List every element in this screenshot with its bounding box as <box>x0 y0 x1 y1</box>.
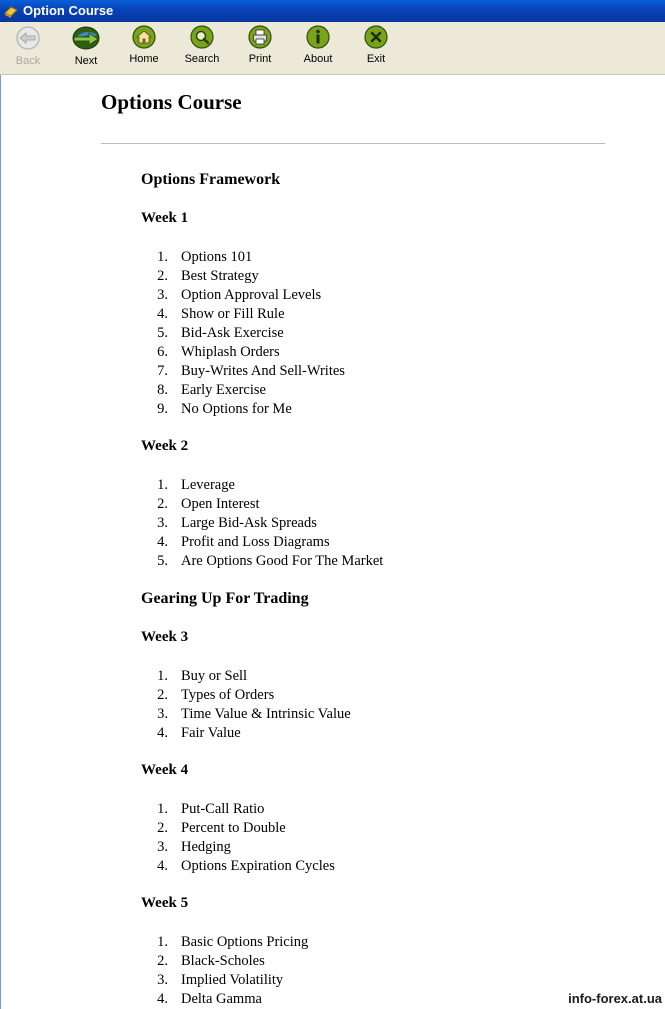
home-button[interactable] <box>119 25 169 65</box>
lesson-link[interactable]: Buy-Writes And Sell-Writes <box>181 363 345 379</box>
list-number: 3. <box>157 839 168 855</box>
section-heading: Options Framework <box>141 171 281 188</box>
week-heading: Week 3 <box>141 629 189 645</box>
lesson-link[interactable]: Fair Value <box>181 725 241 741</box>
print-button[interactable] <box>235 25 285 65</box>
list-number: 3. <box>157 706 168 722</box>
print-icon <box>248 25 272 49</box>
lesson-link[interactable]: Best Strategy <box>181 268 259 284</box>
section-heading: Gearing Up For Trading <box>141 590 309 607</box>
list-number: 4. <box>157 725 168 741</box>
list-number: 1. <box>157 934 168 950</box>
list-number: 6. <box>157 344 168 360</box>
back-label: Back <box>15 55 41 67</box>
week-heading: Week 1 <box>141 210 189 226</box>
app-icon <box>3 3 19 19</box>
list-number: 1. <box>157 668 168 684</box>
lesson-link[interactable]: Option Approval Levels <box>181 287 322 303</box>
lesson-link[interactable]: Time Value & Intrinsic Value <box>181 706 351 722</box>
toolbar <box>0 22 665 75</box>
list-number: 1. <box>157 801 168 817</box>
week-heading: Week 4 <box>141 762 189 778</box>
lesson-link[interactable]: Open Interest <box>181 496 260 512</box>
back-button[interactable] <box>3 25 53 67</box>
lesson-link[interactable]: Show or Fill Rule <box>181 306 285 322</box>
lesson-link[interactable]: Implied Volatility <box>181 972 284 988</box>
list-number: 4. <box>157 858 168 874</box>
lesson-link[interactable]: No Options for Me <box>181 401 292 417</box>
lesson-link[interactable]: Types of Orders <box>181 687 275 703</box>
list-number: 4. <box>157 306 168 322</box>
list-number: 2. <box>157 496 168 512</box>
list-number: 2. <box>157 268 168 284</box>
search-label: Search <box>184 53 220 65</box>
lesson-link[interactable]: Early Exercise <box>181 382 266 398</box>
lesson-link[interactable]: Put-Call Ratio <box>181 801 265 817</box>
list-number: 4. <box>157 991 168 1007</box>
list-number: 7. <box>157 363 168 379</box>
lesson-link[interactable]: Whiplash Orders <box>181 344 280 360</box>
search-icon <box>190 25 214 49</box>
exit-icon <box>364 25 388 49</box>
lesson-link[interactable]: Profit and Loss Diagrams <box>181 534 330 550</box>
list-number: 4. <box>157 534 168 550</box>
week-heading: Week 5 <box>141 895 189 911</box>
list-number: 3. <box>157 972 168 988</box>
list-number: 5. <box>157 325 168 341</box>
home-label: Home <box>129 53 159 65</box>
next-label: Next <box>74 55 98 67</box>
next-button[interactable] <box>61 25 111 67</box>
list-number: 1. <box>157 249 168 265</box>
lesson-link[interactable]: Options 101 <box>181 249 253 265</box>
home-icon <box>132 25 156 49</box>
lesson-link[interactable]: Percent to Double <box>181 820 286 836</box>
list-number: 2. <box>157 687 168 703</box>
list-number: 3. <box>157 287 168 303</box>
title-bar <box>0 0 665 22</box>
lesson-link[interactable]: Leverage <box>181 477 235 493</box>
lesson-link[interactable]: Black-Scholes <box>181 953 265 969</box>
list-number: 5. <box>157 553 168 569</box>
about-button[interactable] <box>293 25 343 65</box>
lesson-link[interactable]: Hedging <box>181 839 231 855</box>
lesson-link[interactable]: Basic Options Pricing <box>181 934 309 950</box>
back-icon <box>15 25 41 51</box>
list-number: 1. <box>157 477 168 493</box>
list-number: 3. <box>157 515 168 531</box>
lesson-link[interactable]: Large Bid-Ask Spreads <box>181 515 317 531</box>
list-number: 9. <box>157 401 168 417</box>
lesson-link[interactable]: Delta Gamma <box>181 991 262 1007</box>
lesson-link[interactable]: Options Expiration Cycles <box>181 858 335 874</box>
lesson-link[interactable]: Are Options Good For The Market <box>181 553 384 569</box>
info-icon <box>306 25 330 49</box>
week-heading: Week 2 <box>141 438 189 454</box>
exit-button[interactable] <box>351 25 401 65</box>
list-number: 2. <box>157 953 168 969</box>
window-title: Option Course <box>23 3 114 18</box>
about-label: About <box>303 53 333 65</box>
watermark: info-forex.at.ua <box>568 991 662 1006</box>
lesson-link[interactable]: Buy or Sell <box>181 668 248 684</box>
lesson-link[interactable]: Bid-Ask Exercise <box>181 325 284 341</box>
next-arrow-icon <box>71 25 101 51</box>
exit-label: Exit <box>366 53 386 65</box>
horizontal-rule <box>101 143 605 144</box>
search-button[interactable] <box>177 25 227 65</box>
list-number: 2. <box>157 820 168 836</box>
list-number: 8. <box>157 382 168 398</box>
page-title: Options Course <box>101 90 242 114</box>
print-label: Print <box>248 53 272 65</box>
